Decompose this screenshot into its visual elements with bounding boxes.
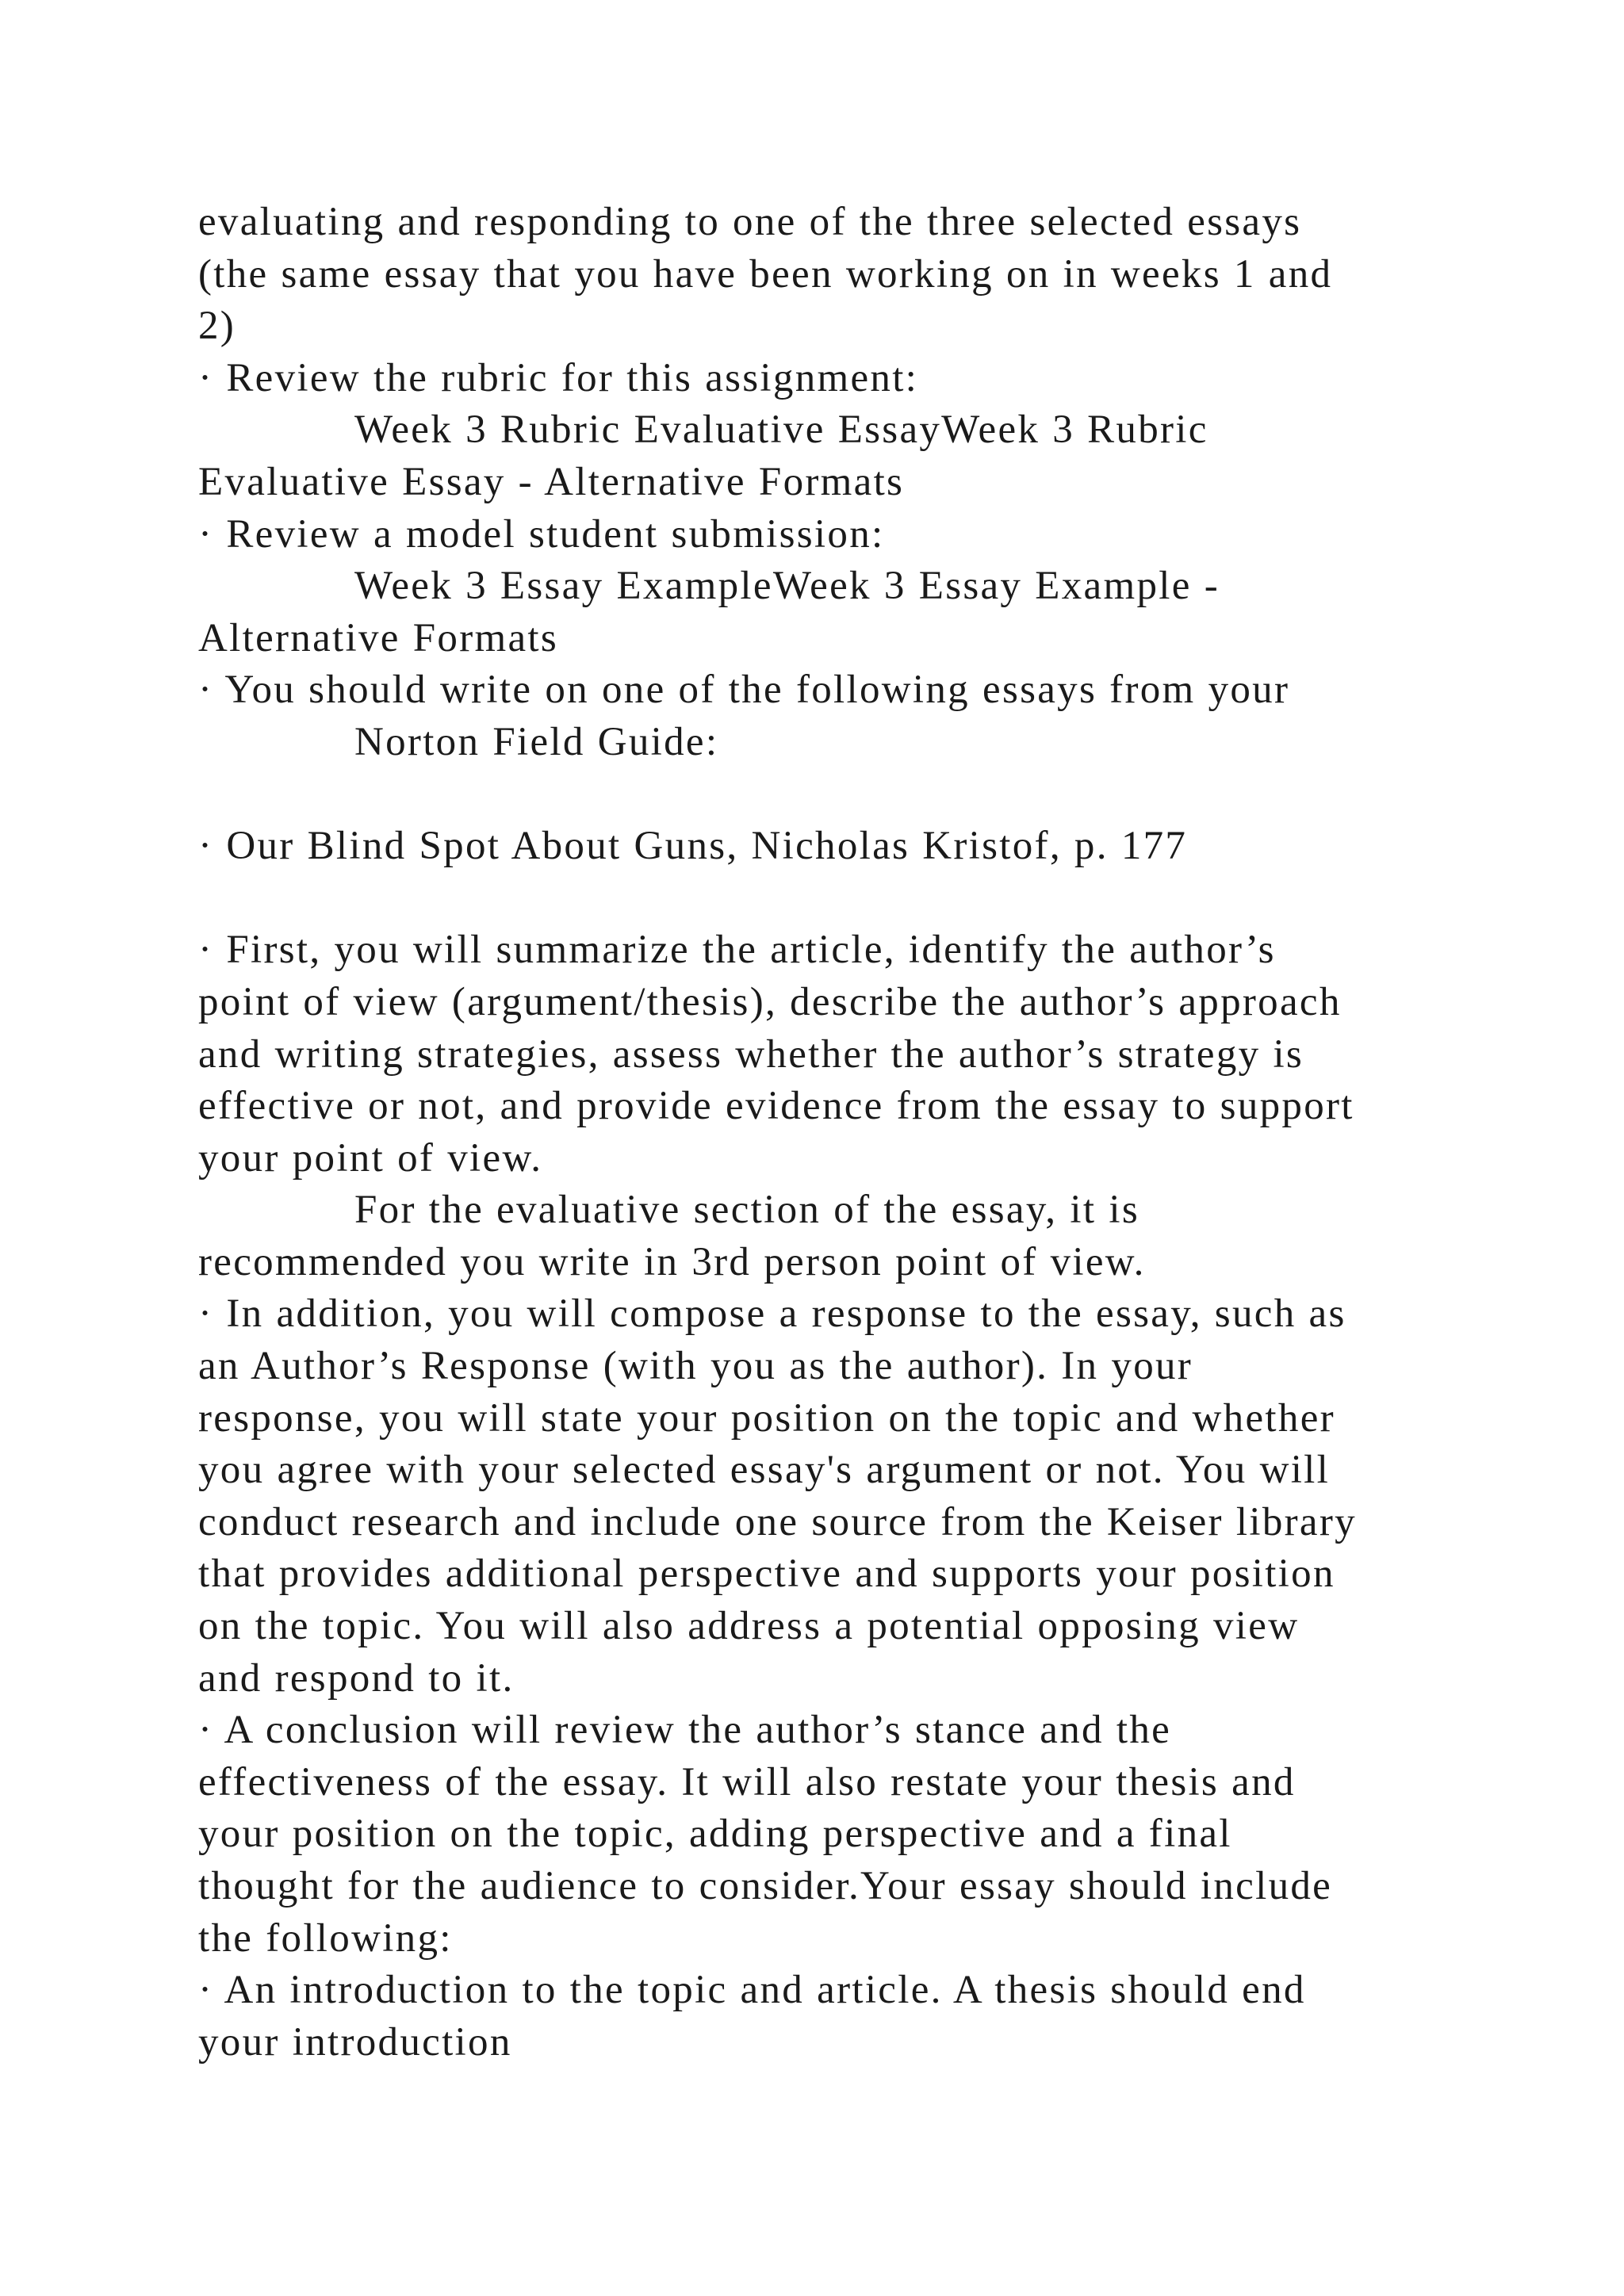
document-body <box>198 197 1546 2068</box>
bullet-line: · In addition, you will compose a response to the essay, such as <box>198 1292 1346 1337</box>
text-line: and respond to it. <box>198 1655 515 1701</box>
rubric-link[interactable]: Week 3 Rubric Evaluative EssayWeek 3 Rubric <box>354 408 1208 453</box>
blank-line <box>198 769 1546 821</box>
text-line: the following: <box>198 1915 453 1961</box>
text-line: effectiveness of the essay. It will also restate your thesis and <box>198 1759 1296 1804</box>
text-line: an Author’s Response (with you as the author). In your <box>198 1344 1193 1389</box>
text-line: on the topic. You will also address a potential opposing view <box>198 1604 1300 1649</box>
bullet-line: · Review the rubric for this assignment: <box>198 355 919 400</box>
text-line: and writing strategies, assess whether the author’s strategy is <box>198 1031 1304 1077</box>
text-line: evaluating and responding to one of the three selected essays <box>198 200 1302 244</box>
bullet-line: · First, you will summarize the article, identify the author’s <box>198 928 1276 973</box>
text-line: (the same essay that you have been working on in weeks 1 and <box>198 251 1333 297</box>
rubric-link-continued[interactable]: Evaluative Essay - Alternative Formats <box>198 459 905 504</box>
text-line: you agree with your selected essay's argument or not. You will <box>198 1448 1331 1493</box>
essay-example-link[interactable]: Week 3 Essay ExampleWeek 3 Essay Example - <box>354 564 1220 609</box>
text-line: response, you will state your position on the topic and whether <box>198 1395 1335 1441</box>
bullet-line: · You should write on one of the following essays from your <box>198 668 1290 713</box>
text-line: your introduction <box>198 2019 512 2064</box>
text-line: your point of view. <box>198 1135 543 1181</box>
text-line: For the evaluative section of the essay, it is <box>354 1188 1140 1233</box>
text-line: that provides additional perspective and supports your position <box>198 1552 1335 1597</box>
bullet-line: · An introduction to the topic and article. A thesis should end <box>198 1968 1306 2013</box>
bullet-line: · Review a model student submission: <box>198 511 885 557</box>
blank-line <box>198 873 1546 925</box>
text-line: point of view (argument/thesis), describe the author’s approach <box>198 979 1342 1024</box>
text-line: recommended you write in 3rd person point of view. <box>198 1239 1146 1284</box>
text-line: Norton Field Guide: <box>354 719 719 764</box>
bullet-line: · A conclusion will review the author’s stance and the <box>198 1708 1172 1753</box>
text-line: conduct research and include one source from the Keiser library <box>198 1499 1357 1544</box>
text-line: effective or not, and provide evidence from the essay to support <box>198 1084 1354 1129</box>
text-line: your position on the topic, adding perspective and a final <box>198 1812 1232 1857</box>
text-line: 2) <box>198 304 236 349</box>
essay-option: · Our Blind Spot About Guns, Nicholas Kristof, p. 177 <box>198 824 1188 869</box>
essay-example-link-continued[interactable]: Alternative Formats <box>198 615 559 660</box>
text-line: thought for the audience to consider.Your essay should include <box>198 1864 1333 1908</box>
